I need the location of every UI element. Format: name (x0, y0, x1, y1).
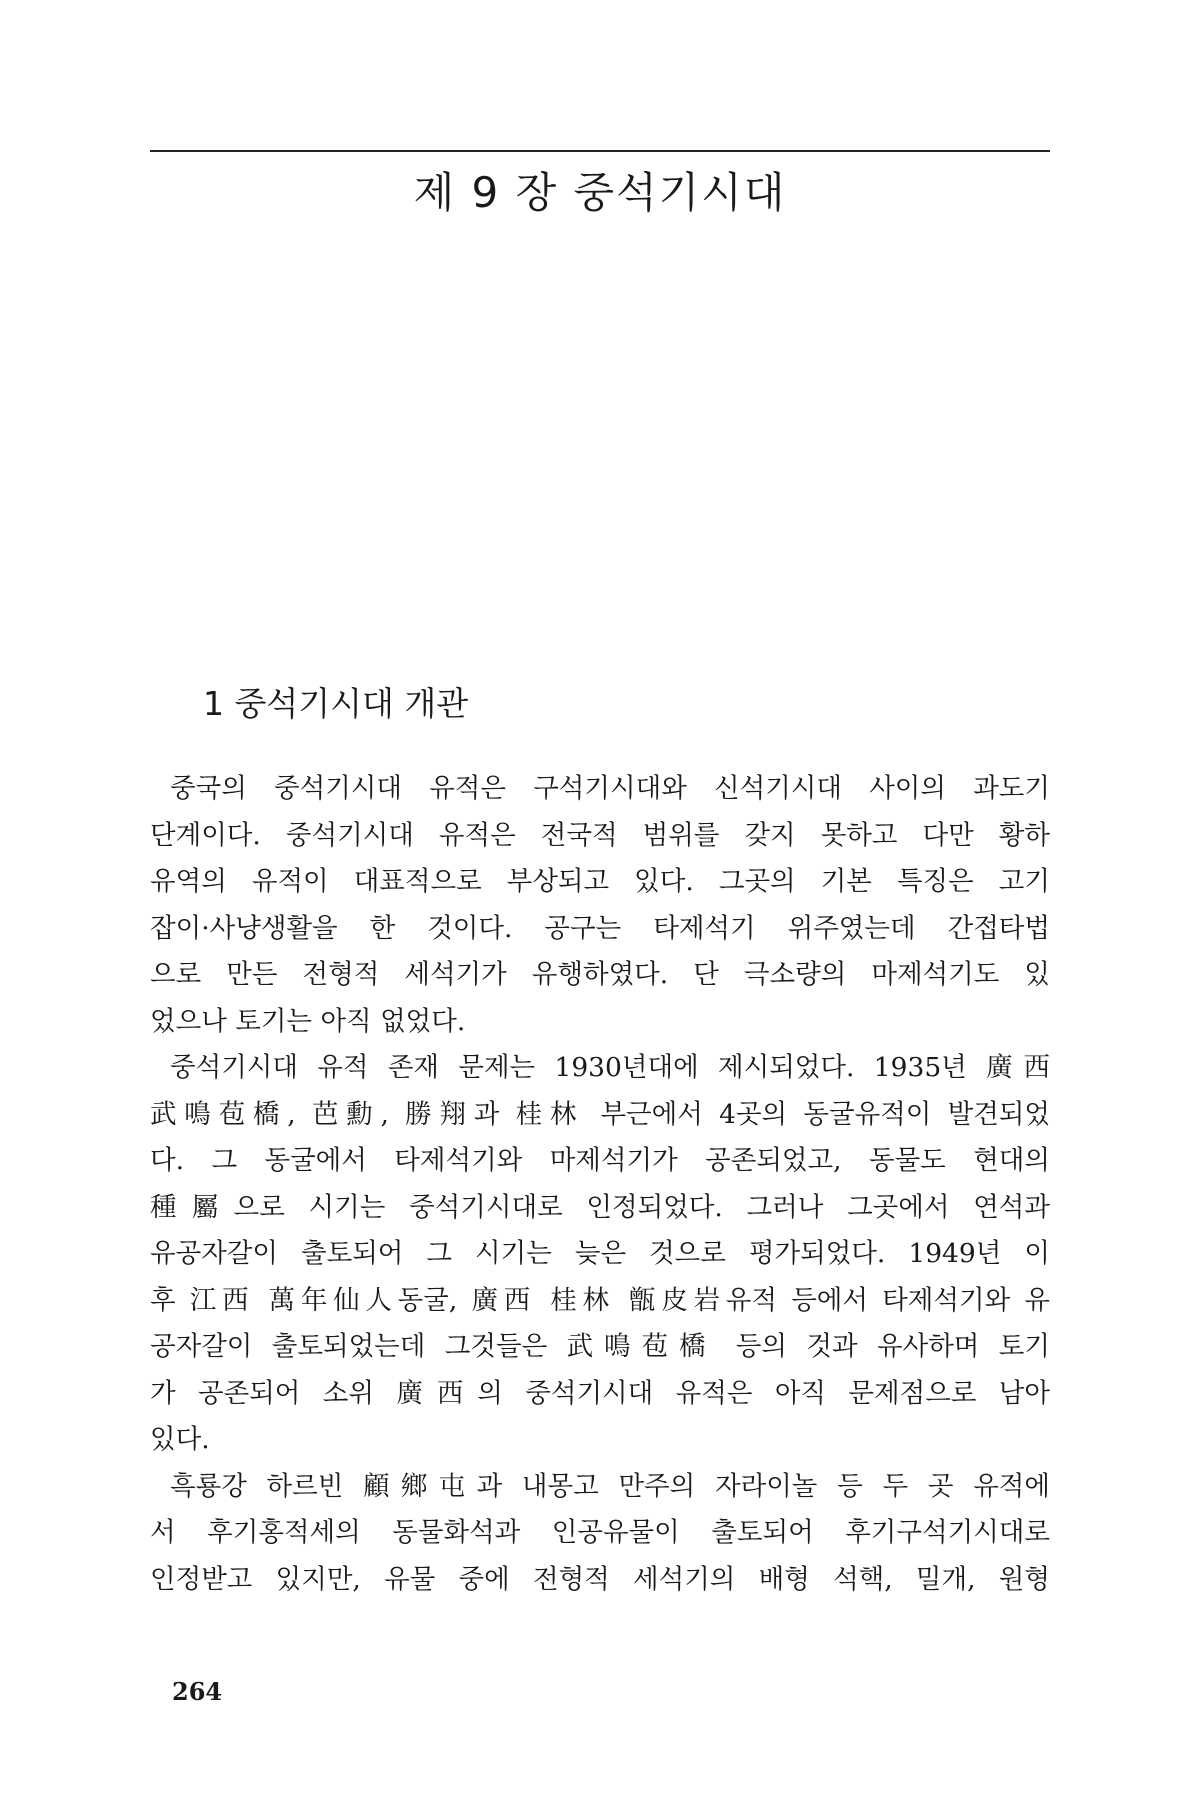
text-line: 후 江西 萬年仙人동굴, 廣西 桂林 甑皮岩유적 등에서 타제석기와 유 (150, 1284, 1050, 1316)
text-line: 있다. (150, 1424, 210, 1455)
text-line: 유공자갈이 출토되어 그 시기는 늦은 것으로 평가되었다. 1949년 이 (150, 1238, 1050, 1269)
text-line: 공자갈이 출토되었는데 그것들은 武鳴苞橋 등의 것과 유사하며 토기 (150, 1331, 1050, 1362)
text-line: 인정받고 있지만, 유물 중에 전형적 세석기의 배형 석핵, 밀개, 원형 (150, 1563, 1050, 1595)
text-line: 었으나 토기는 아직 없었다. (150, 1005, 466, 1037)
text-line: 중국의 중석기시대 유적은 구석기시대와 신석기시대 사이의 과도기 (170, 773, 1050, 804)
text-line: 중석기시대 유적 존재 문제는 1930년대에 제시되었다. 1935년 廣西 (170, 1052, 1050, 1083)
text-line: 다. 그 동굴에서 타제석기와 마제석기가 공존되었고, 동물도 현대의 (150, 1145, 1050, 1176)
text-line: 잡이·사냥생활을 한 것이다. 공구는 타제석기 위주였는데 간접타법 (150, 912, 1050, 944)
text-line: 가 공존되어 소위 廣西의 중석기시대 유적은 아직 문제점으로 남아 (150, 1377, 1050, 1409)
text-line: 유역의 유적이 대표적으로 부상되고 있다. 그곳의 기본 특징은 고기 (150, 866, 1050, 897)
text-line: 으로 만든 전형적 세석기가 유행하였다. 단 극소량의 마제석기도 있 (150, 959, 1050, 990)
body-text (150, 766, 1050, 1603)
text-line: 흑룡강 하르빈 顧鄉屯과 내몽고 만주의 자라이놀 등 두 곳 유적에 (170, 1470, 1050, 1502)
section-heading: 1 중석기시대 개관 (203, 684, 469, 723)
page-number: 264 (172, 1677, 223, 1706)
text-line: 서 후기홍적세의 동물화석과 인공유물이 출토되어 후기구석기시대로 (150, 1517, 1050, 1548)
header-rule (150, 150, 1050, 152)
chapter-title: 제 9 장 중석기시대 (413, 168, 787, 217)
text-line: 武鳴苞橋, 芭勳, 勝翔과 桂林 부근에서 4곳의 동굴유적이 발견되었 (150, 1098, 1050, 1130)
text-line: 단계이다. 중석기시대 유적은 전국적 범위를 갖지 못하고 다만 황하 (150, 819, 1050, 851)
text-line: 種屬으로 시기는 중석기시대로 인정되었다. 그러나 그곳에서 연석과 (150, 1191, 1050, 1223)
